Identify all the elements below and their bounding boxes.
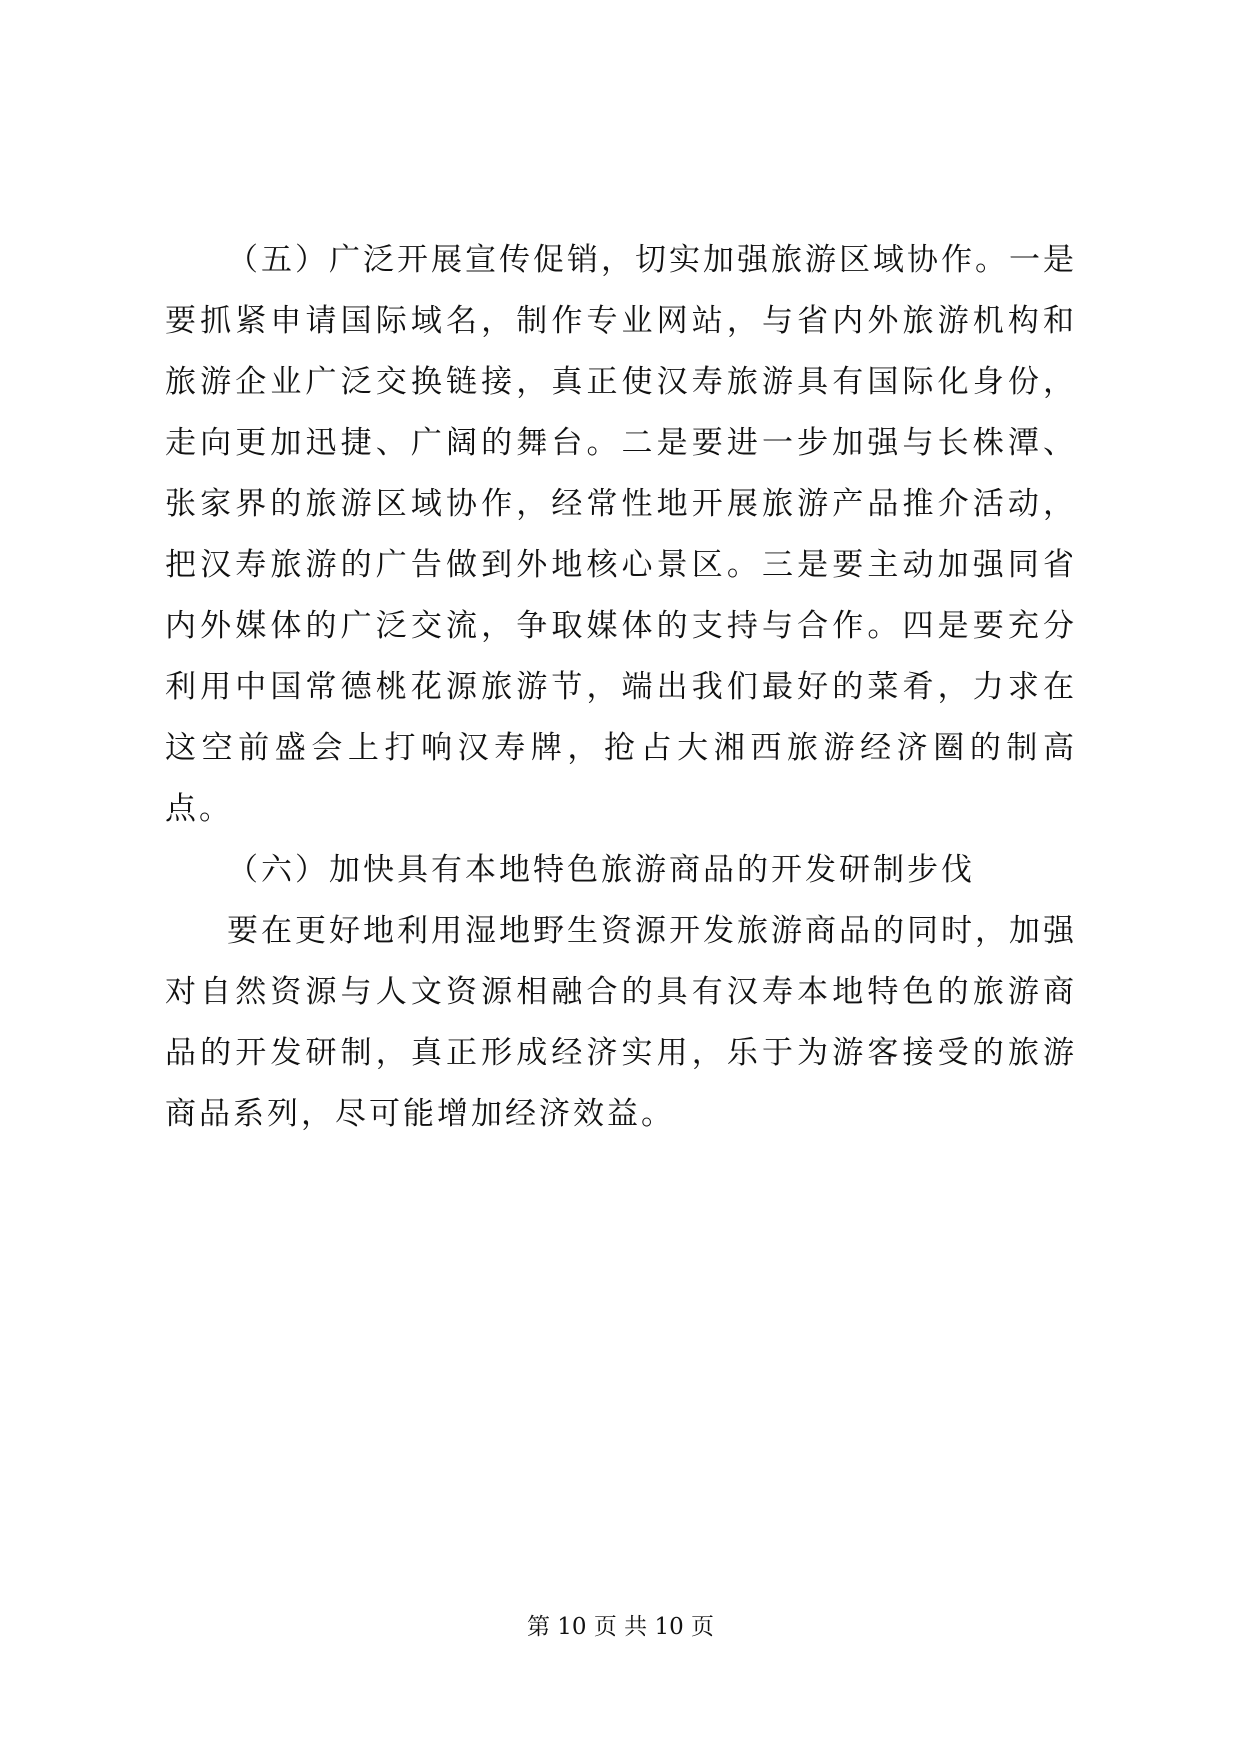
- paragraph-promotion: （五）广泛开展宣传促销，切实加强旅游区域协作。一是要抓紧申请国际域名，制作专业网站，与省内外旅游机构和旅游企业广泛交换链接，真正使汉寿旅游具有国际化身份，走向更加迅捷、广阔的舞台。二是要进一步加强与长株潭、张家界的旅游区域协作，经常性地开展旅游产品推介活动，把汉寿旅游的广告做到外地核心景区。三是要主动加强同省内外媒体的广泛交流，争取媒体的支持与合作。四是要充分利用中国常德桃花源旅游节，端出我们最好的菜肴，力求在这空前盛会上打响汉寿牌，抢占大湘西旅游经济圈的制高点。: [165, 242, 1077, 827]
- page-number-footer: 第 10 页 共 10 页: [526, 1614, 715, 1640]
- document-body: [165, 230, 1077, 1145]
- paragraph-souvenirs: 要在更好地利用湿地野生资源开发旅游商品的同时，加强对自然资源与人文资源相融合的具有汉寿本地特色的旅游商品的开发研制，真正形成经济实用，乐于为游客接受的旅游商品系列，尽可能增加经济效益。: [165, 913, 1077, 1132]
- section-heading-souvenirs: （六）加快具有本地特色旅游商品的开发研制步伐: [227, 852, 975, 888]
